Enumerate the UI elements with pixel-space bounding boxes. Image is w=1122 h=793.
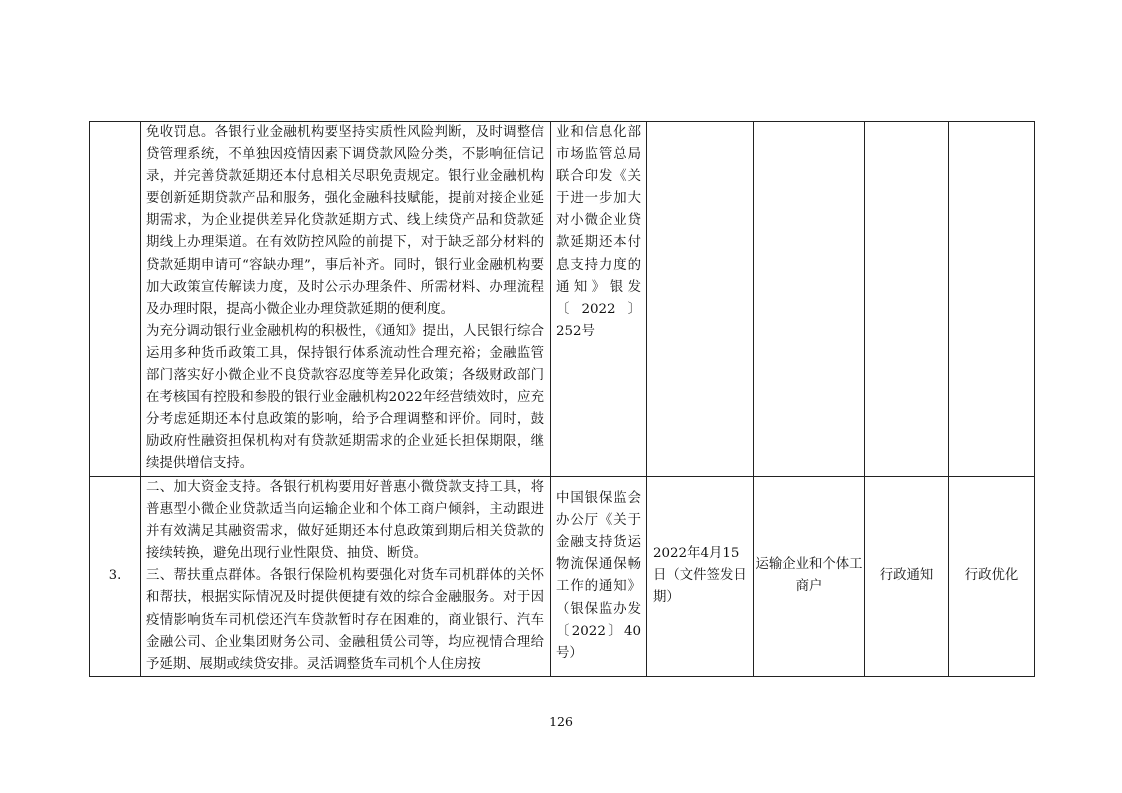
policy-table <box>89 121 1035 677</box>
table-row <box>90 477 1035 677</box>
target-group: 运输企业和个体工商户 <box>754 477 865 677</box>
policy-content <box>141 122 551 477</box>
policy-category: 行政通知 <box>865 477 949 677</box>
policy-source: 中国银保监会办公厅《关于金融支持货运物流保通保畅工作的通知》（银保监办发〔2022〕40号） <box>551 477 647 677</box>
row-index <box>90 122 141 477</box>
content-paragraph: 三、帮扶重点群体。各银行保险机构要强化对货车司机群体的关怀和帮扶，根据实际情况及时提供便捷有效的综合金融服务。对于因疫情影响货车司机偿还汽车贷款暂时存在困难的，商业银行、汽车金融公司、企业集团财务公司、金融租赁公司等，均应视情合理给予延期、展期或续贷安排。灵活调整货车司机个人住房按 <box>146 568 544 672</box>
content-paragraph: 免收罚息。各银行业金融机构要坚持实质性风险判断，及时调整信贷管理系统，不单独因疫情因素下调贷款风险分类，不影响征信记录，并完善贷款延期还本付息相关尽职免责规定。银行业金融机构要创新延期贷款产品和服务，强化金融科技赋能，提前对接企业延期需求，为企业提供差异化贷款延期方式、线上续贷产品和贷款延期线上办理渠道。在有效防控风险的前提下，对于缺乏部分材料的贷款延期申请可“容缺办理”，事后补齐。同时，银行业金融机构要加大政策宣传解读力度，及时公示办理条件、所需材料、办理流程及办理时限，提高小微企业办理贷款延期的便利度。 <box>146 125 544 317</box>
issue-date: 2022年4月15日（文件签发日期） <box>647 477 754 677</box>
page-number: 126 <box>549 714 573 729</box>
policy-source: 业和信息化部市场监管总局联合印发《关于进一步加大对小微企业贷款延期还本付息支持力度的通知》银发〔2022〕252号 <box>551 122 647 477</box>
table-row <box>90 122 1035 477</box>
row-index: 3. <box>90 477 141 677</box>
policy-content <box>141 477 551 677</box>
policy-type: 行政优化 <box>949 477 1035 677</box>
content-paragraph: 二、加大资金支持。各银行机构要用好普惠小微贷款支持工具，将普惠型小微企业贷款适当向运输企业和个体工商户倾斜，主动跟进并有效满足其融资需求，做好延期还本付息政策到期后相关贷款的接续转换，避免出现行业性限贷、抽贷、断贷。 <box>146 480 544 562</box>
policy-type <box>949 122 1035 477</box>
issue-date <box>647 122 754 477</box>
policy-category <box>865 122 949 477</box>
target-group <box>754 122 865 477</box>
content-paragraph: 为充分调动银行业金融机构的积极性，《通知》提出，人民银行综合运用多种货币政策工具，保持银行体系流动性合理充裕；金融监管部门落实好小微企业不良贷款容忍度等差异化政策；各级财政部门在考核国有控股和参股的银行业金融机构2022年经营绩效时，应充分考虑延期还本付息政策的影响，给予合理调整和评价。同时，鼓励政府性融资担保机构对有贷款延期需求的企业延长担保期限，继续提供增信支持。 <box>146 323 544 472</box>
